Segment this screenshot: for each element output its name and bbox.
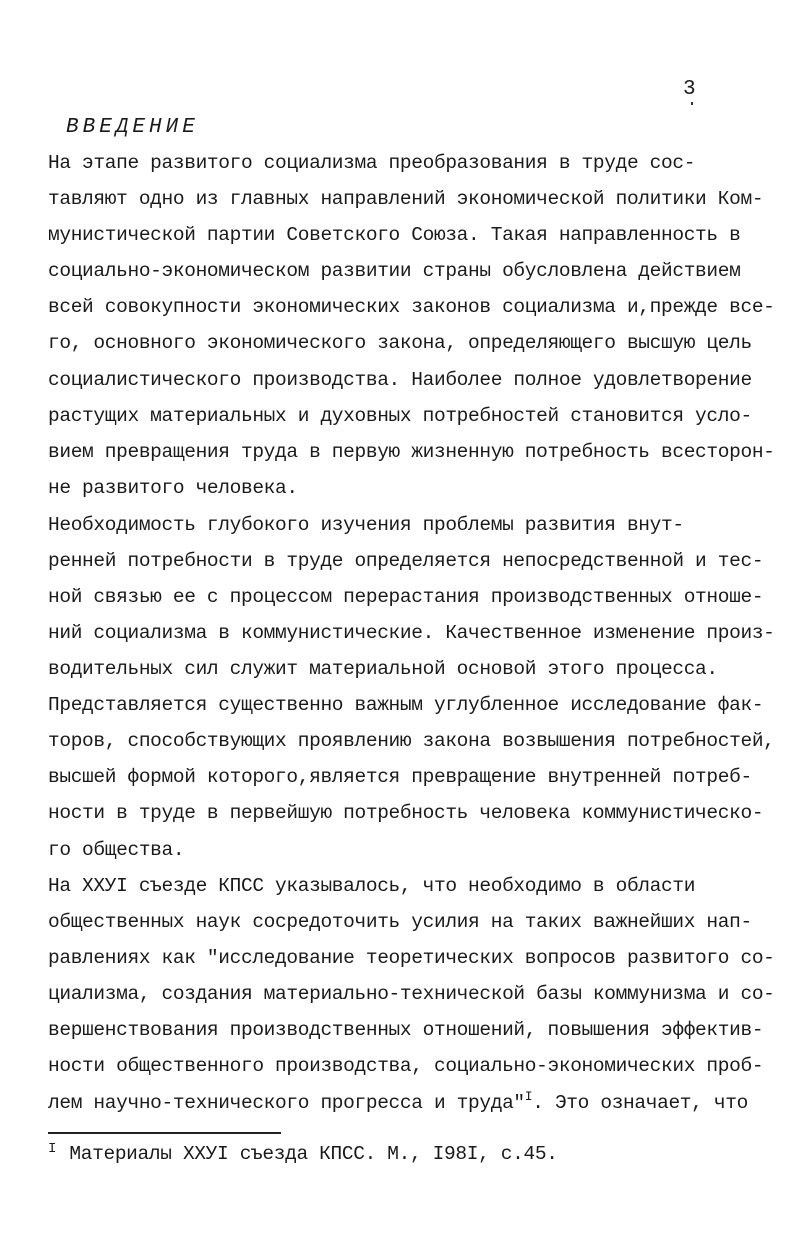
body-line: ной связью ее с процессом перерастания производственных отноше- — [48, 586, 764, 608]
body-line: ренней потребности в труде определяется непосредственной и тес- — [48, 550, 764, 572]
body-line: Необходимость глубокого изучения проблемы развития внут- — [48, 514, 684, 536]
body-line: вием превращения труда в первую жизненную потребность всесторон- — [48, 441, 775, 463]
page-number: 3 — [683, 78, 696, 101]
body-line: торов, способствующих проявлению закона возвышения потребностей, — [48, 730, 775, 752]
body-line: мунистической партии Советского Союза. Такая направленность в — [48, 224, 741, 246]
footnote — [48, 1143, 558, 1165]
body-line: высшей формой которого,является превращение внутренней потреб- — [48, 766, 752, 788]
body-line: социалистического производства. Наиболее полное удовлетворение — [48, 369, 752, 391]
footnote-text: Материалы XXУI съезда КПСС. М., I98I, с.45. — [69, 1143, 558, 1165]
body-line-last — [48, 1091, 758, 1117]
body-line: го общества. — [48, 839, 185, 861]
body-line: циализма, создания материально-технической базы коммунизма и со- — [48, 983, 775, 1005]
body-line: тавляют одно из главных направлений экономической политики Ком- — [48, 188, 764, 210]
body-line: общественных наук сосредоточить усилия на таких важнейших нап- — [48, 911, 752, 933]
body-line: го, основного экономического закона, определяющего высшую цель — [48, 332, 752, 354]
body-line: вершенствования производственных отношений, повышения эффектив- — [48, 1019, 764, 1041]
body-line: растущих материальных и духовных потребностей становится усло- — [48, 405, 752, 427]
body-line-text: лем научно-технического прогресса и труда" — [48, 1092, 525, 1114]
body-line: Представляется существенно важным углубленное исследование фак- — [48, 694, 764, 716]
page-number-mark — [691, 102, 693, 105]
section-heading: ВВЕДЕНИЕ — [66, 116, 199, 139]
body-line: социально-экономическом развитии страны обусловлена действием — [48, 260, 741, 282]
body-line-continuation: . Это означает, что — [532, 1092, 748, 1114]
body-line: всей совокупности экономических законов социализма и,прежде все- — [48, 296, 775, 318]
footnote-divider — [48, 1132, 281, 1134]
body-line: ности общественного производства, социально-экономических проб- — [48, 1055, 764, 1077]
body-line: ности в труде в первейшую потребность человека коммунистическо- — [48, 802, 764, 824]
body-line: водительных сил служит материальной основой этого процесса. — [48, 658, 718, 680]
body-line: На XXУI съезде КПСС указывалось, что необходимо в области — [48, 875, 696, 897]
body-line: не развитого человека. — [48, 477, 298, 499]
footnote-reference[interactable]: I — [524, 1089, 533, 1104]
body-line: равлениях как "исследование теоретических вопросов развитого со- — [48, 947, 775, 969]
body-line: На этапе развитого социализма преобразования в труде сос- — [48, 152, 696, 174]
footnote-mark: I — [48, 1141, 57, 1157]
body-line: ний социализма в коммунистические. Качественное изменение произ- — [48, 622, 775, 644]
